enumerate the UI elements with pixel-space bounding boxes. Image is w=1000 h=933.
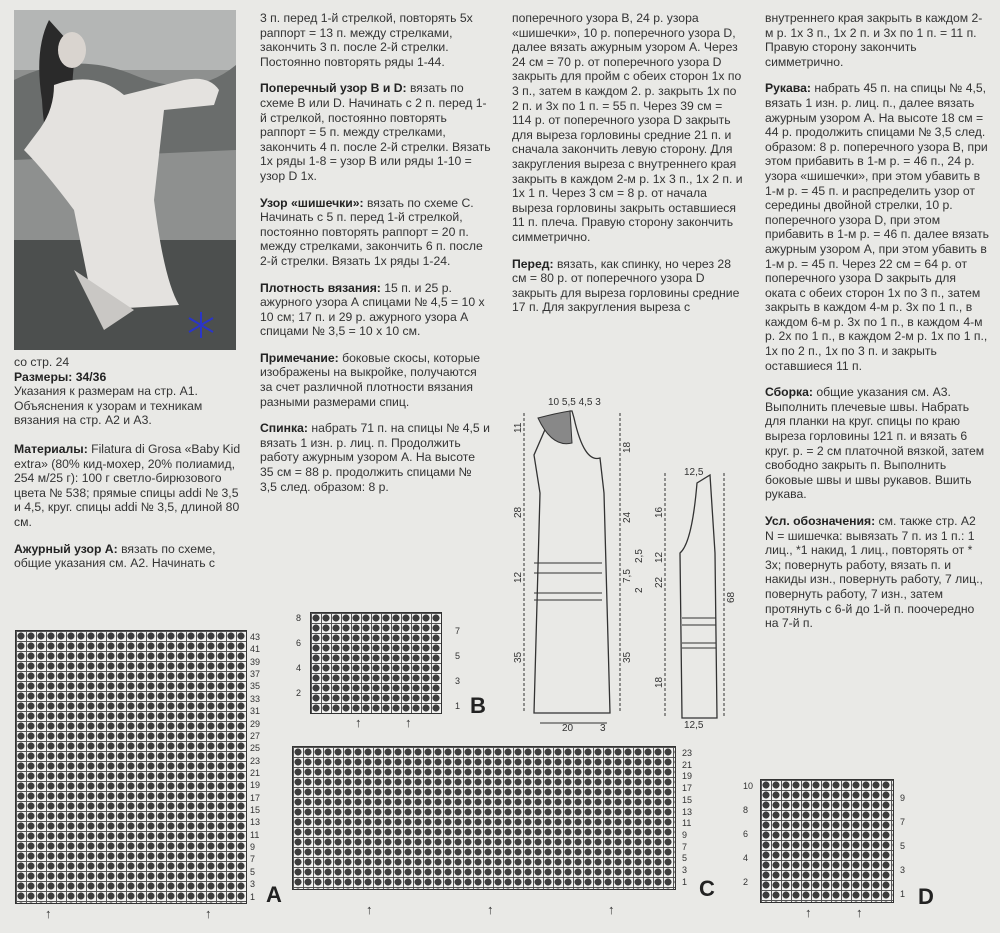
dim-bottom-sym: 3 (600, 723, 606, 734)
assembly-text: общие указания см. А3. Выполнить плечевые швы. Набрать для планки на круг. спицы по краю выреза горловины 121 п. и вязать 6 круг. р. = 2 см платочной вязкой, затем свободно закрыть п. Выполнить боковые швы и швы рукавов. Вшить рукава. (765, 385, 985, 502)
row-number: 1 (682, 876, 688, 887)
chart-a-arrow-2: ↑ (205, 906, 212, 921)
row-number: 19 (682, 771, 693, 782)
chart-c-arrow-2: ↑ (487, 902, 494, 917)
chart-d-arrow-1: ↑ (805, 905, 812, 920)
row-number: 2 (743, 877, 749, 887)
row-number: 3 (250, 879, 256, 890)
chart-b-arrow-1: ↑ (355, 715, 362, 730)
sleeve-dim-5: 18 (654, 676, 665, 688)
lace-text: вязать по схеме, общие указания см. А2. Начинать с (14, 541, 216, 571)
sleeve-dim-4: 68 (726, 591, 737, 603)
chart-c-grid (292, 746, 676, 890)
sizes-text: Указания к размерам на стр. А1. Объяснения к узорам и техникам вязания на стр. А2 и А3. (14, 384, 203, 428)
legend-label: Усл. обозначения: (765, 514, 876, 528)
density-text: 15 п. и 25 р. ажурного узора А спицами № 4,5 = 10 х 10 см; 17 п. и 29 р. ажурного узора А спицами № 3,5 = 10 х 10 см. (260, 280, 485, 339)
row-number: 23 (682, 748, 693, 758)
row-number: 11 (682, 818, 692, 829)
materials-label: Материалы: (14, 441, 88, 456)
back-label: Спинка: (260, 421, 308, 436)
row-number: 2 (296, 688, 302, 698)
chart-b-grid (310, 612, 442, 714)
row-number: 37 (250, 669, 261, 680)
row-number: 9 (250, 842, 256, 853)
front-continued: внутреннего края закрыть в каждом 2-м р. 1х 3 п., 1х 2 п. и 3х по 1 п. = 11 п. Правую сторону закончить симметрично. (765, 11, 983, 69)
dim-top: 10 5,5 4,5 3 (548, 397, 601, 408)
row-number: 29 (250, 718, 261, 729)
chart-c-arrow-1: ↑ (366, 902, 373, 917)
row-number: 8 (743, 805, 749, 815)
row-number: 15 (250, 805, 261, 816)
row-number: 17 (250, 792, 261, 803)
row-number: 15 (682, 794, 693, 805)
pattern-a-continued: 3 п. перед 1-й стрелкой, повторять 5х раппорт = 13 п. между стрелками, закончить 3 п. после 2-й стрелки. Постоянно повторять ряды 1-44. (260, 11, 473, 69)
row-number: 4 (743, 853, 749, 863)
dim-left-3: 12 (513, 571, 524, 583)
chart-d-label: D (918, 884, 934, 909)
pattern-bd-text: вязать по схеме B или D. Начинать с 2 п. перед 1-й стрелкой, постоянно повторять раппорт = 5 п. между стрелками, закончить 4 п. после 2-й стрелки. Вязать 1х ряды 1-8 = узор B или ряды 1-10 = узор D 1х. (260, 81, 491, 183)
row-number: 35 (250, 681, 261, 692)
sleeve-top: 12,5 (684, 467, 704, 478)
chart-b-arrow-2: ↑ (405, 715, 412, 730)
chart-b-label: B (470, 693, 486, 718)
row-number: 5 (682, 853, 688, 864)
dim-right-2: 24 (622, 511, 633, 523)
row-number: 9 (900, 793, 906, 803)
lace-label: Ажурный узор А: (14, 541, 118, 556)
row-number: 7 (455, 626, 461, 636)
row-number: 39 (250, 656, 261, 667)
sleeve-bottom: 12,5 (684, 720, 704, 731)
chart-d-arrow-2: ↑ (856, 905, 863, 920)
row-number: 1 (455, 701, 461, 711)
model-photo (14, 10, 236, 350)
materials-text: Filatura di Grosa «Baby Kid extra» (80% кид-мохер, 20% полиамид, 254 м/25 г): 100 г светло-бирюзового цвета № 538; прямые спицы addi № 3,5 и 4,5, круг. спицы addi № 3,5, длиной 80 см. (14, 441, 241, 529)
pattern-bd-label: Поперечный узор B и D: (260, 81, 407, 96)
row-number: 33 (250, 693, 261, 704)
row-number: 13 (682, 806, 693, 817)
row-number: 19 (250, 780, 261, 791)
assembly-label: Сборка: (765, 385, 813, 400)
row-number: 5 (250, 866, 256, 877)
dim-left-1: 11 (513, 422, 524, 433)
photo-caption: со стр. 24 (14, 355, 70, 369)
sleeves-label: Рукава: (765, 81, 811, 96)
legend-bobble: N = шишечка: вывязать 7 п. из 1 п.: 1 лиц., *1 накид, 1 лиц., повторять от * 3х; повернуть работу, вязать п. и накиды изн., повернуть работу, 7 лиц., повернуть работу, 7 изн., затем протянуть с 6-й до 1-й п. поочередно на 7-й п. (765, 528, 983, 631)
chart-a-arrow-1: ↑ (45, 906, 52, 921)
garment-schematic (512, 393, 762, 738)
sleeve-dim-3: 22 (654, 576, 665, 588)
row-number: 4 (296, 663, 302, 673)
note-label: Примечание: (260, 350, 339, 365)
front-text: вязать, как спинку, но через 28 см = 80 р. от поперечного узора D закрыть для выреза горловины средние 17 п. Для закругления выреза с (512, 256, 740, 315)
row-number: 3 (900, 865, 906, 875)
row-number: 6 (296, 638, 302, 648)
row-number: 41 (250, 644, 261, 655)
bobble-label: Узор «шишечки»: (260, 195, 364, 210)
row-number: 1 (900, 889, 906, 899)
column-4 (765, 11, 990, 643)
legend-text: см. также стр. А2 (878, 514, 976, 528)
row-number: 11 (250, 829, 260, 840)
chart-c-label: C (699, 876, 715, 901)
back-continued: поперечного узора B, 24 р. узора «шишечки», 10 р. поперечного узора D, далее вязать ажурным узором А. Через 24 см = 70 р. от поперечного узора D закрыть для пройм с обеих сторон 1х по 3 п., затем в каждом 2. р. закрыть 1х по 2 п. и 3х по 1 п. = 55 п. Через 39 см = 114 р. от поперечного узора D закрыть для выреза горловины средние 21 п. и сначала закончить левую сторону. Для закругления выреза с внутреннего края закрыть в каждом 2-м р. 1х 3 п., 1х 2 п. и 1х 1 п. Через 3 см = 8 р. от начала выреза горловины закрыть оставшиеся 11 п. плеча. Правую сторону закончить симметрично. (512, 11, 743, 244)
sleeve-dim-1: 16 (654, 506, 665, 518)
row-number: 3 (682, 865, 688, 875)
row-number: 9 (682, 829, 688, 840)
row-number: 25 (250, 743, 261, 754)
row-number: 27 (250, 730, 261, 741)
chart-a-label: A (266, 882, 282, 907)
dim-right-5: 2 (634, 587, 645, 593)
back-text: набрать 71 п. на спицы № 4,5 и вязать 1 изн. р. лиц. п. Продолжить работу ажурным узором А. На высоте 35 см = 88 р. продолжить спицами № 3,5 след. образом: 8 р. (260, 421, 490, 494)
column-1 (14, 355, 242, 583)
column-3 (512, 11, 744, 327)
dim-right-3: 7,5 (622, 569, 633, 583)
row-number: 1 (250, 891, 256, 902)
row-number: 7 (900, 817, 906, 827)
row-number: 21 (250, 767, 261, 778)
row-number: 21 (682, 759, 693, 770)
sleeves-text: набрать 45 п. на спицы № 4,5, вязать 1 изн. р. лиц. п., далее вязать ажурным узором А. На высоте 18 см = 44 р. продолжить спицами № 3,5 след. образом: 8 р. поперечного узора B, при этом прибавить в 1-м р. = 46 п., 24 р. узора «шишечки», при этом убавить в 1-м р. = 45 п. и распределить узор от середины двойной стрелки, 10 р. поперечного узора D, при этом прибавить в 1-м р. = 46 п. далее вязать ажурным узором А, при этом убавить в 1-м р. = 45 п. Через 22 см = 64 р. от поперечного узора D закрыть для оката с обеих сторон 1х по 3 п., затем закрыть в каждом 4-м р. 3х по 1 п., в каждом 6-м р. 3х по 1 п., в каждом 4-м р. 2х по 1 п., в каждом 2-м р. 1х по 1 п., 1х по 2 п., 1х по 3 п. и закрыть оставшиеся 11 п. (765, 81, 990, 373)
row-number: 13 (250, 817, 261, 828)
row-number: 7 (250, 854, 256, 865)
row-number: 17 (682, 783, 693, 794)
sleeve-dim-2: 12 (654, 551, 665, 563)
bobble-text: вязать по схеме C. Начинать с 5 п. перед 1-й стрелкой, постоянно повторять раппорт = 20 п. между стрелками, закончить 6 п. после 2-й стрелки. Вязать 1х ряды 1-24. (260, 195, 483, 268)
row-number: 31 (250, 706, 261, 717)
column-2 (260, 11, 491, 506)
dim-right-1: 18 (622, 441, 633, 453)
dim-bottom: 20 (562, 723, 574, 734)
row-number: 3 (455, 676, 461, 686)
row-number: 8 (296, 613, 302, 623)
row-number: 5 (900, 841, 906, 851)
dim-right-6: 35 (622, 651, 633, 663)
dim-right-4: 2,5 (634, 549, 645, 563)
dim-left-4: 35 (513, 651, 524, 663)
row-number: 6 (743, 829, 749, 839)
row-number: 43 (250, 632, 261, 642)
row-number: 5 (455, 651, 461, 661)
chart-a-grid (15, 630, 247, 904)
front-label: Перед: (512, 256, 554, 271)
dim-left-2: 28 (513, 506, 524, 518)
snowflake-icon (186, 310, 216, 340)
chart-c-arrow-3: ↑ (608, 902, 615, 917)
row-number: 7 (682, 841, 688, 852)
row-number: 10 (743, 781, 754, 791)
row-number: 23 (250, 755, 261, 766)
chart-d-grid (760, 779, 894, 903)
note-text: боковые скосы, которые изображены на выкройке, получаются за счет различной плотности вязания разными размерами спиц. (260, 350, 481, 409)
density-label: Плотность вязания: (260, 280, 381, 295)
sizes-label: Размеры: 34/36 (14, 369, 107, 384)
